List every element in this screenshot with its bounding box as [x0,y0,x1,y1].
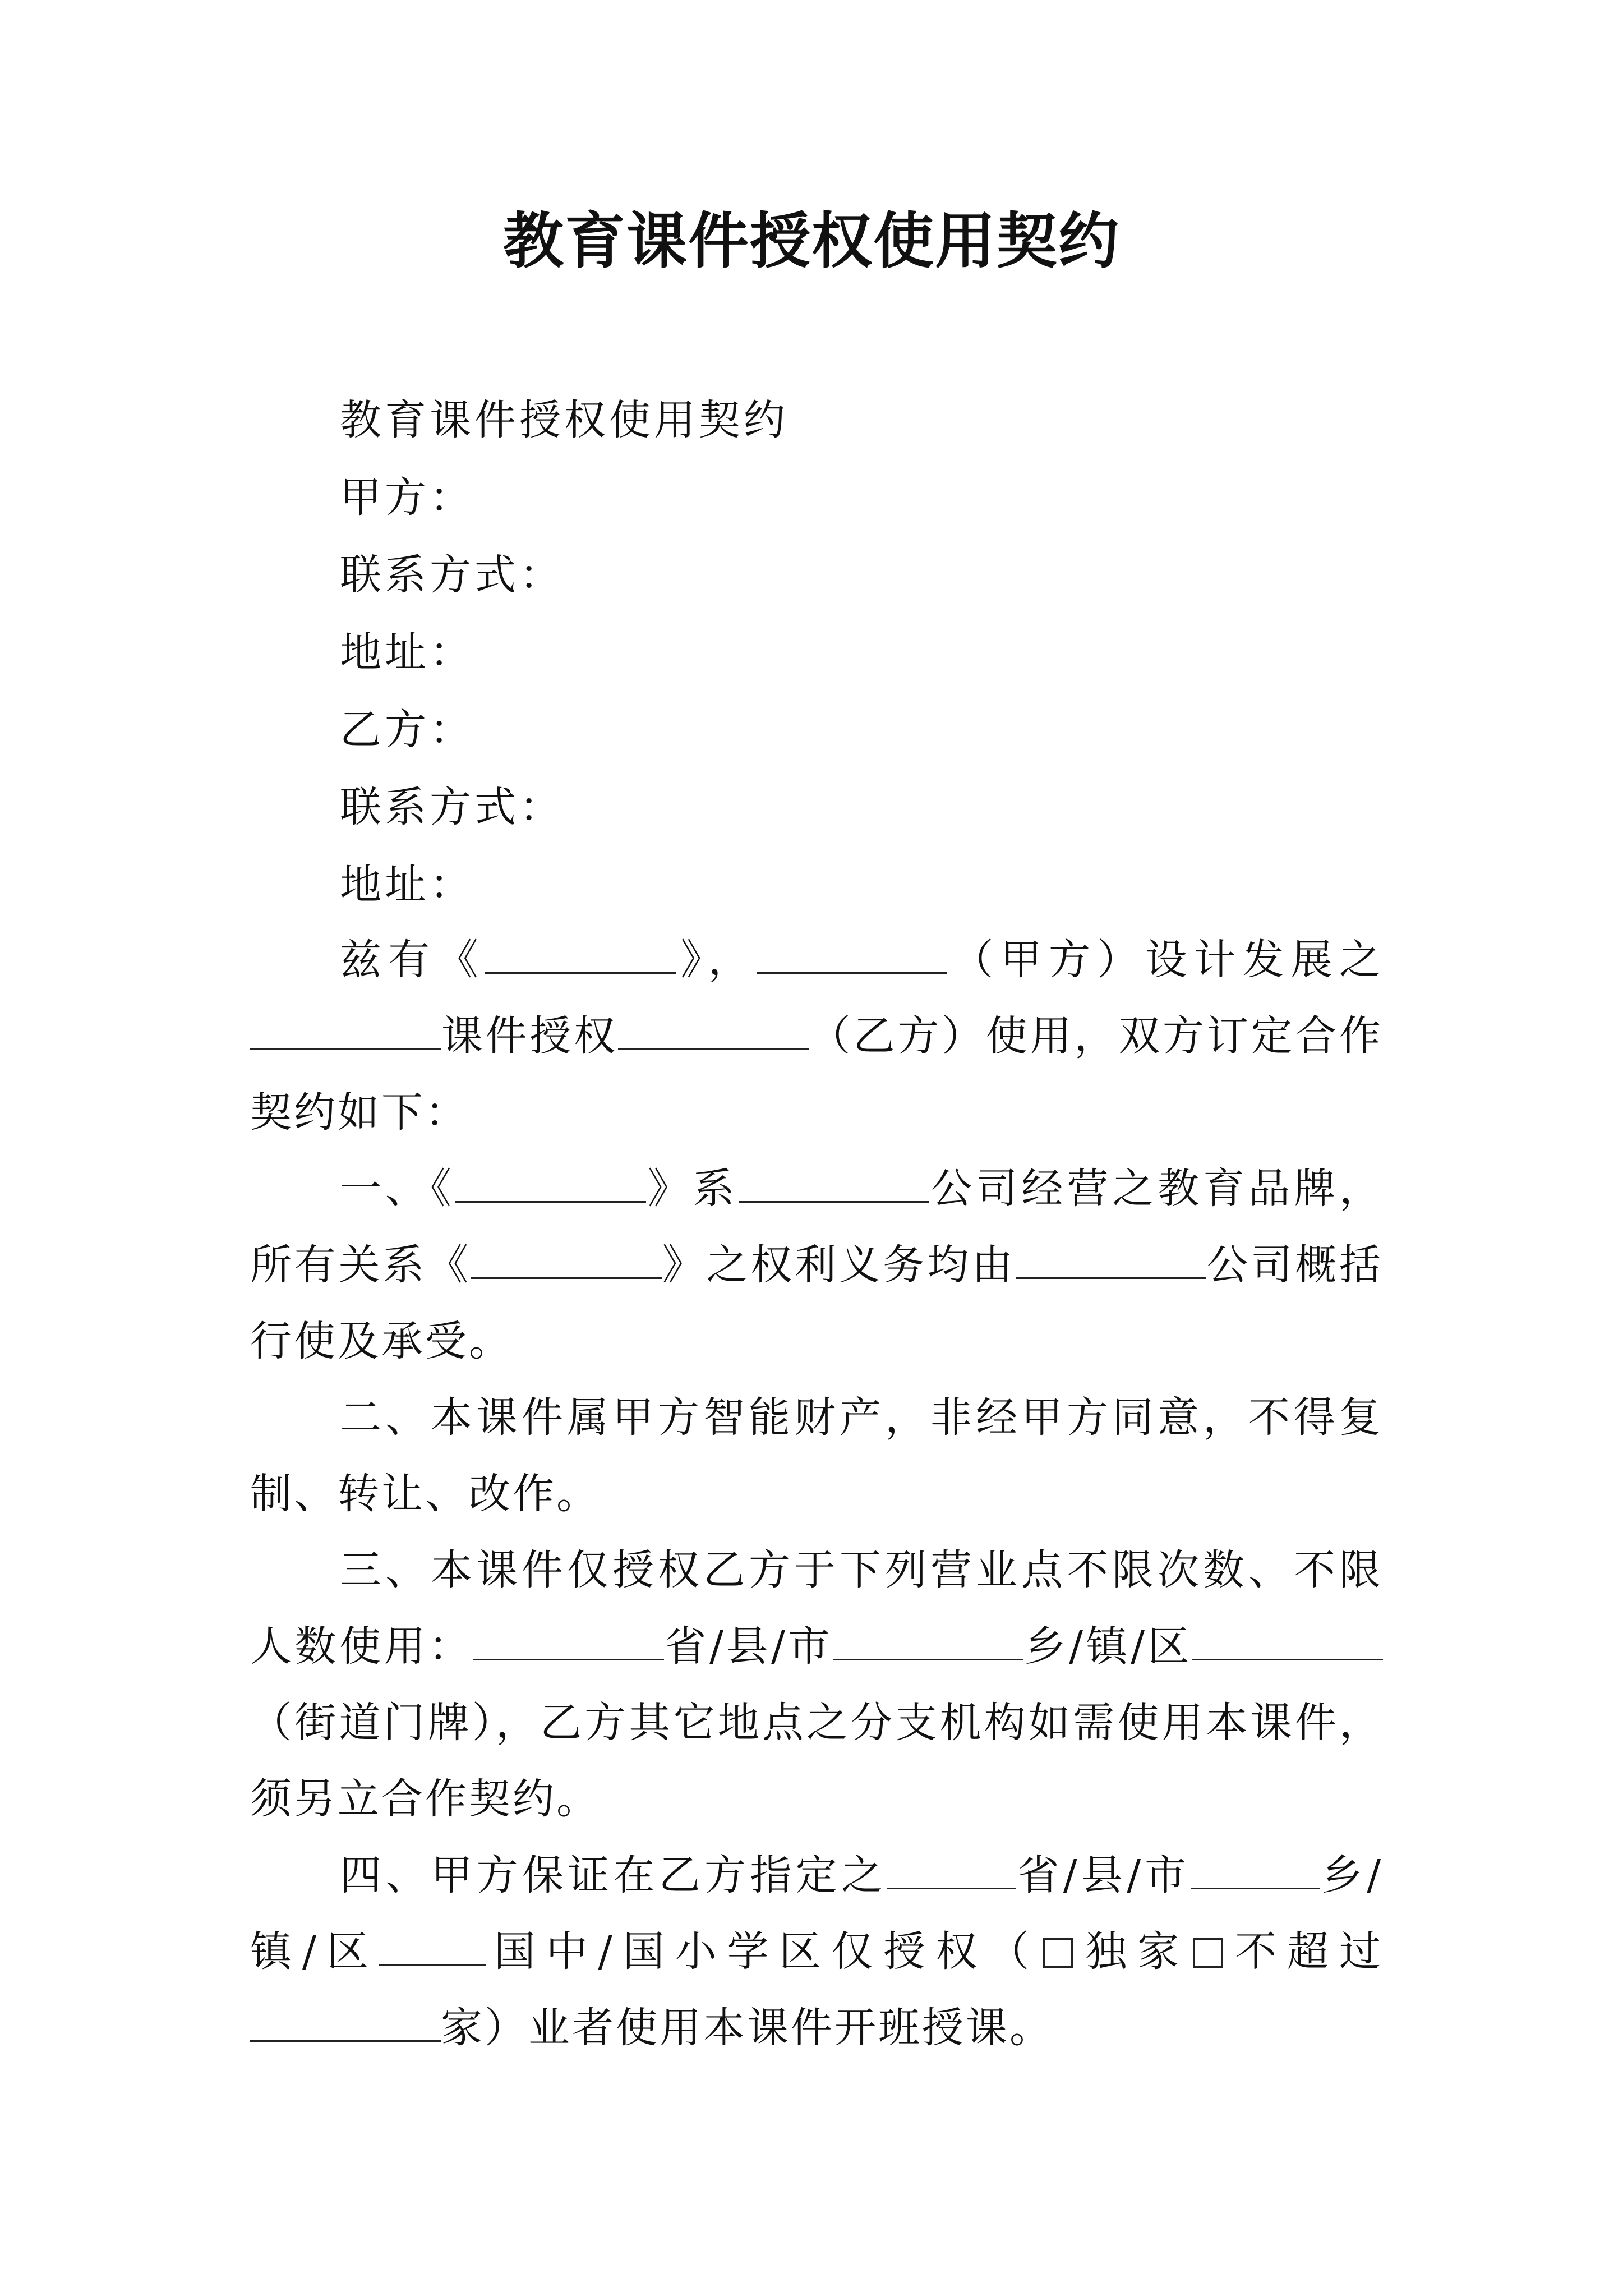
company-name-blank-2[interactable] [1016,1244,1206,1279]
brand-name-blank-2[interactable] [471,1244,662,1279]
brand-name-blank[interactable] [455,1167,646,1203]
company-name-blank[interactable] [739,1167,929,1203]
clause-3-paragraph [250,1532,1383,1837]
contract-body [250,922,1383,2066]
designated-township-blank[interactable] [1191,1854,1320,1889]
preamble-text-5: （乙方）使用，双方订定合作契约如下： [250,1012,1384,1137]
clause-4-text-5: 家）业者使用本课件开班授课。 [441,2004,1053,2052]
clause-4-paragraph [250,1837,1383,2066]
preamble-text-4: 课件授权 [441,1012,618,1060]
party-a-address-label: 地址： [340,628,474,677]
clause-4-text-2: 省/县/市 [1016,1851,1191,1899]
school-district-blank[interactable] [379,1930,486,1966]
party-b-address-label: 地址： [340,861,474,909]
clause-1-paragraph [250,1151,1383,1379]
party-info-block [340,381,1461,923]
clause-4-text-1: 四、甲方保证在乙方指定之 [340,1851,887,1899]
exclusive-label: 独家 [1077,1927,1190,1976]
clause-3-text-3: 乡/镇/区 [1023,1622,1193,1671]
party-b-label: 乙方： [340,706,474,754]
party-a-label: 甲方： [340,473,474,522]
limited-label: 不超过 [1227,1927,1383,1976]
township-blank[interactable] [833,1625,1023,1660]
clause-3-text-2: 省/县/市 [663,1622,833,1671]
clause-3-text-4: （街道门牌），乙方其它地点之分支机构如需使用本课件，须另立合作契约。 [250,1699,1383,1823]
clause-4-text-4: 国中/国小学区仅授权（ [485,1927,1040,1976]
preamble-paragraph [250,922,1383,1151]
preamble-text-3: （甲方）设计发展之 [947,936,1383,984]
course-name-blank[interactable] [485,938,676,974]
exclusive-checkbox[interactable] [1043,1938,1073,1968]
subtitle-line: 教育课件授权使用契约 [340,396,789,444]
courseware-name-blank[interactable] [250,1015,441,1050]
document-title: 教育课件授权使用契约 [502,206,1120,277]
province-blank[interactable] [473,1625,664,1660]
clause-2-text: 二、本课件属甲方智能财产，非经甲方同意，不得复制、转让、改作。 [250,1393,1383,1518]
vendor-count-blank[interactable] [250,2007,441,2042]
clause-1-text-2: 》系 [645,1165,739,1213]
party-b-name-blank[interactable] [618,1015,809,1050]
clause-1-text-4: 》之权利义务均由 [661,1241,1016,1289]
designated-province-blank[interactable] [887,1854,1016,1889]
party-a-contact-label: 联系方式： [340,551,564,599]
clause-2-paragraph [250,1379,1383,1532]
preamble-text-1: 兹有《 [340,936,485,984]
street-blank[interactable] [1192,1625,1383,1660]
clause-1-text-1: 一、《 [340,1165,455,1213]
clause-1-text-5: 公司概括行使及承受。 [250,1241,1384,1365]
clause-4-text-3: 乡/镇/区 [250,1851,1383,1976]
preamble-text-2: 》， [676,936,757,984]
limited-checkbox[interactable] [1193,1938,1223,1968]
party-a-name-blank[interactable] [757,938,947,974]
clause-3-text-1: 三、本课件仅授权乙方于下列营业点不限次数、不限人数使用： [250,1546,1383,1671]
clause-1-text-3: 公司经营之教育品牌，所有关系《 [250,1165,1383,1289]
party-b-contact-label: 联系方式： [340,783,564,831]
